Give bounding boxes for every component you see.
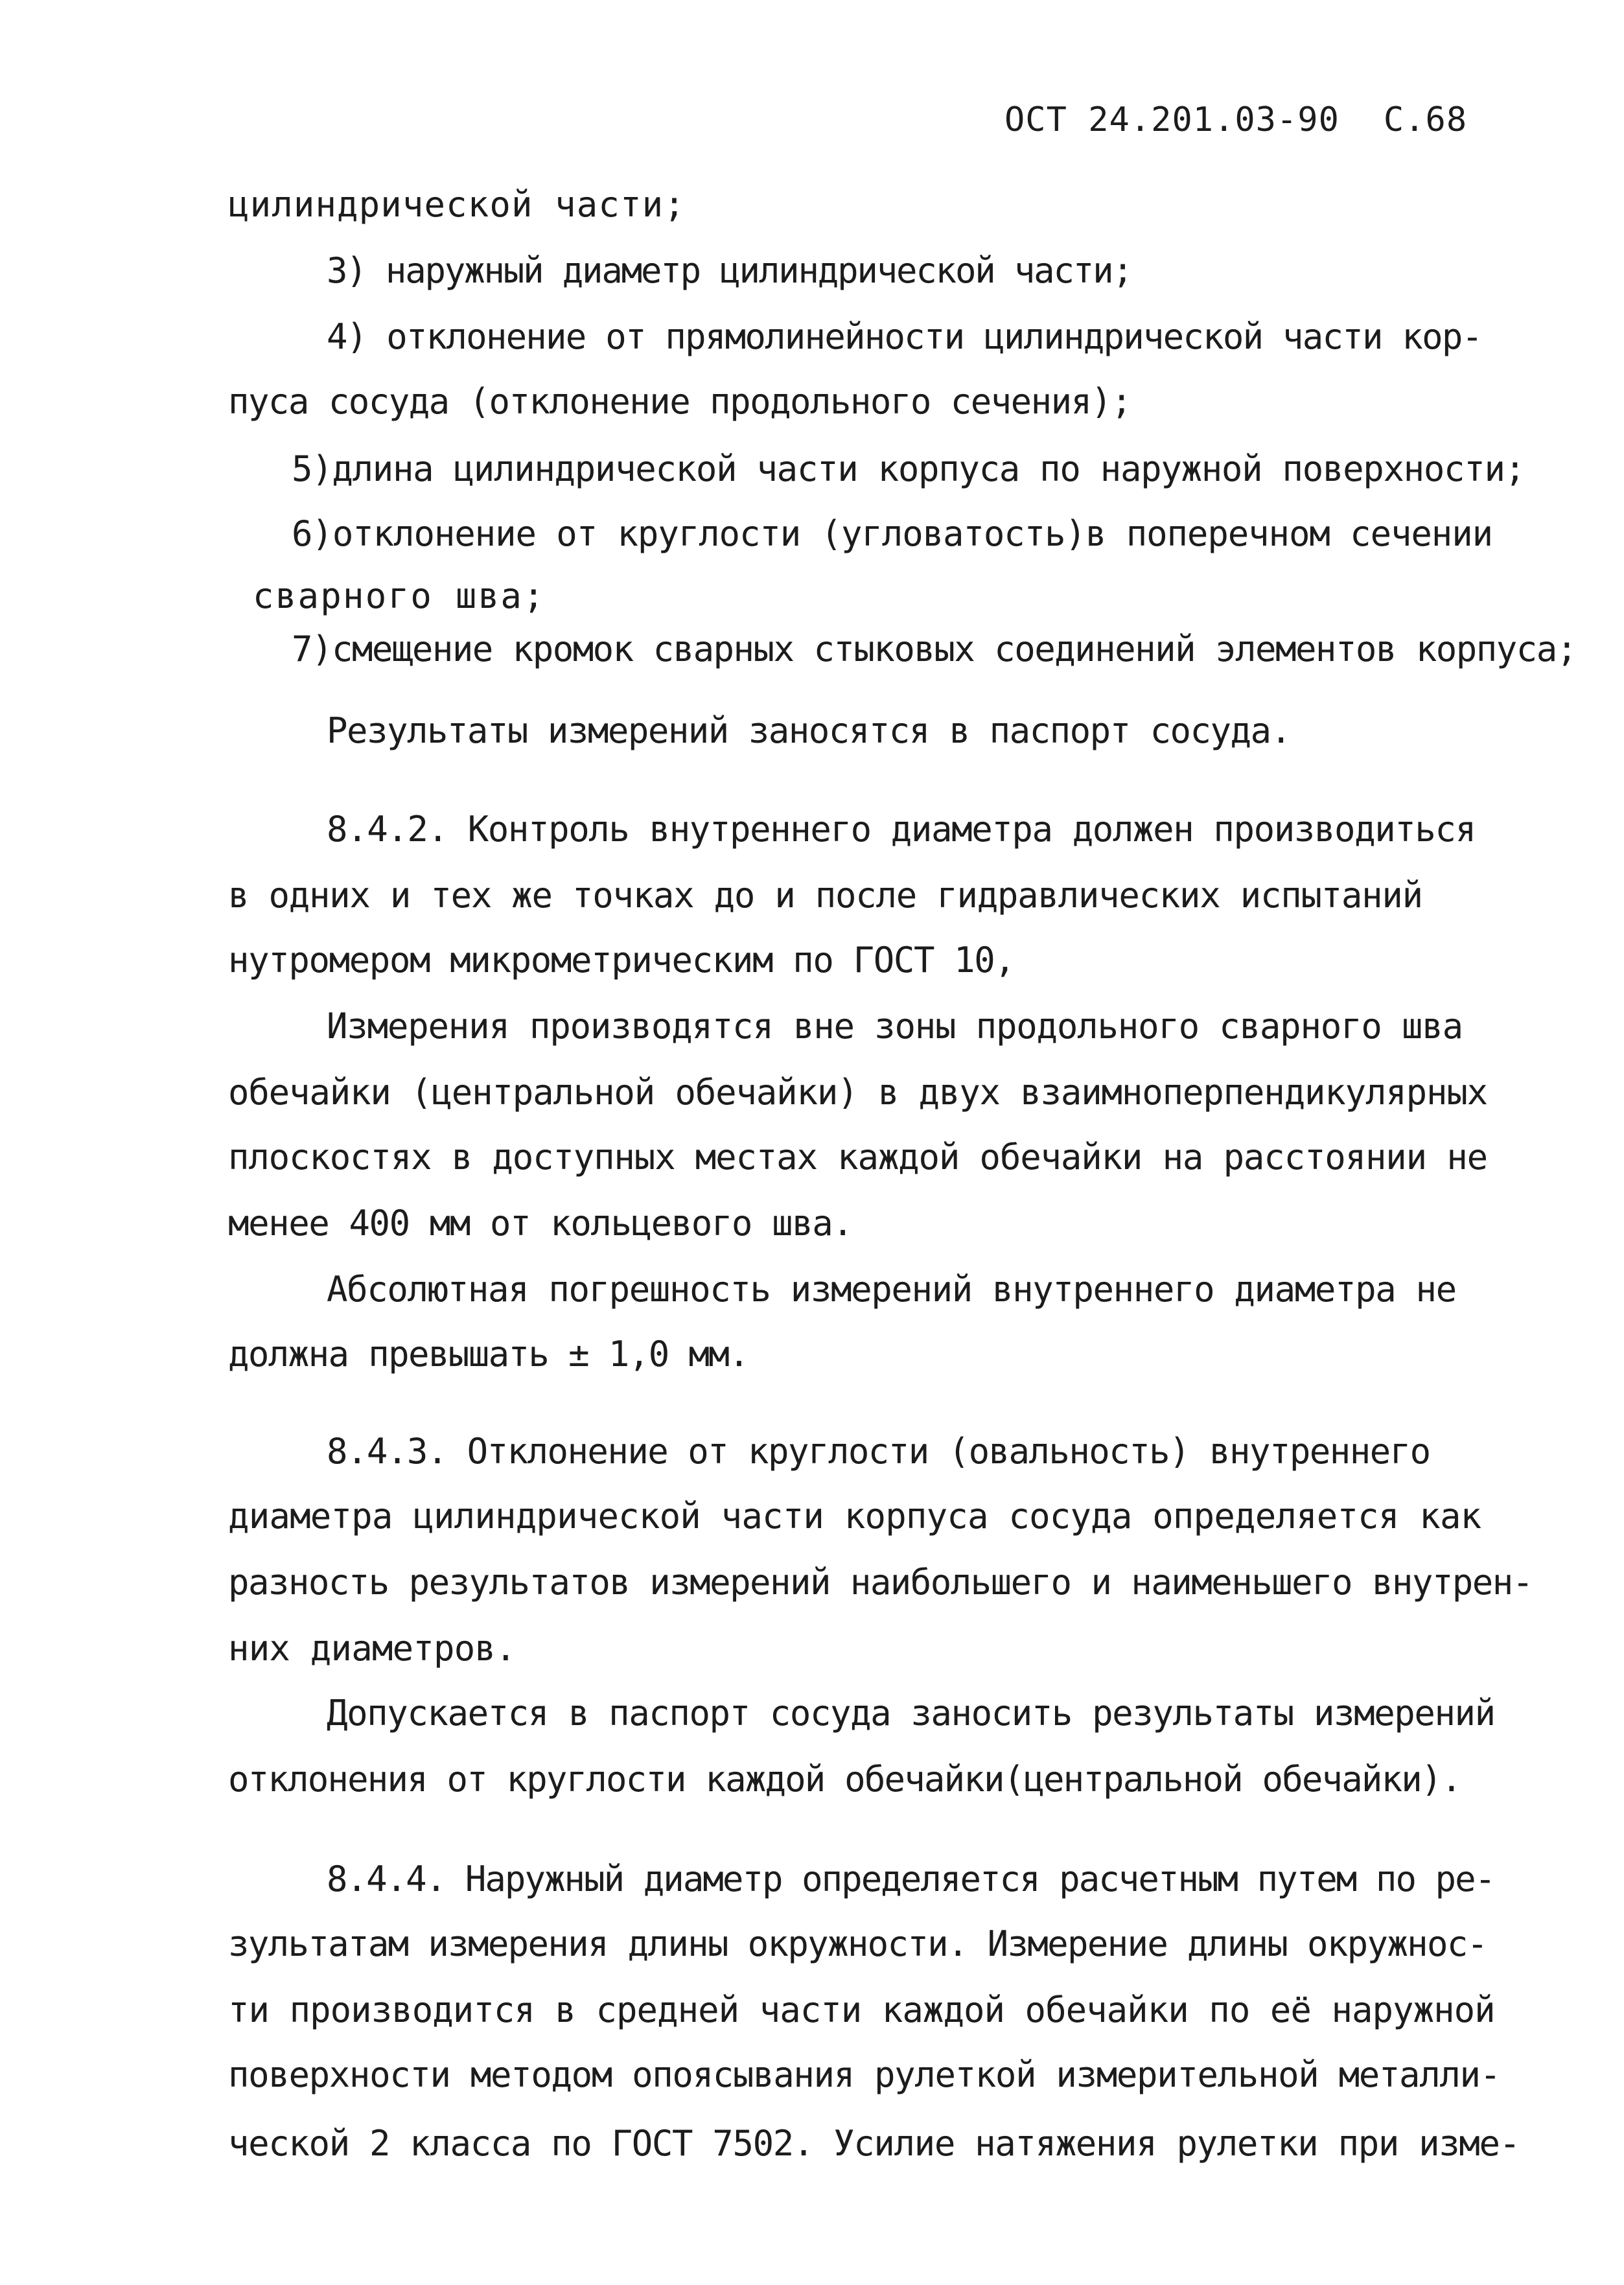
page-header (1004, 100, 1467, 139)
text-line: Абсолютная погрешность измерений внутреннего диаметра не (327, 1269, 1456, 1310)
text-line: 8.4.3. Отклонение от круглости (овальность) внутреннего (327, 1431, 1430, 1472)
text-line: 8.4.4. Наружный диаметр определяется расчетным путем по ре- (327, 1859, 1495, 1899)
text-line: сварного шва; (253, 575, 546, 616)
text-line: 5)длина цилиндрической части корпуса по наружной поверхности; (292, 448, 1525, 489)
text-line: плоскостях в доступных местах каждой обечайки на расстоянии не (228, 1137, 1487, 1177)
text-line: разность результатов измерений наибольшего и наименьшего внутрен- (228, 1562, 1533, 1603)
text-line: диаметра цилиндрической части корпуса сосуда определяется как (228, 1496, 1481, 1537)
text-line: обечайки (центральной обечайки) в двух взаимноперпендикулярных (228, 1072, 1487, 1113)
text-line: Допускается в паспорт сосуда заносить результаты измерений (327, 1693, 1495, 1734)
text-line: зультатам измерения длины окружности. Измерение длины окружнос- (228, 1923, 1487, 1964)
text-line: 7)смещение кромок сварных стыковых соединений элементов корпуса; (292, 629, 1577, 669)
text-line: менее 400 мм от кольцевого шва. (228, 1203, 853, 1244)
text-line: них диаметров. (228, 1628, 516, 1669)
text-line: должна превышать ± 1,0 мм. (228, 1334, 749, 1374)
text-line: отклонения от круглости каждой обечайки(центральной обечайки). (228, 1759, 1461, 1800)
text-line: в одних и тех же точках до и после гидравлических испытаний (228, 875, 1422, 916)
text-line: пуса сосуда (отклонение продольного сечения); (228, 381, 1131, 422)
text-line: ти производится в средней части каждой обечайки по её наружной (228, 1989, 1495, 2030)
text-line: Измерения производятся вне зоны продольного сварного шва (327, 1006, 1463, 1047)
text-line: ческой 2 класса по ГОСТ 7502. Усилие натяжения рулетки при изме- (228, 2123, 1520, 2164)
text-line: Результаты измерений заносятся в паспорт сосуда. (327, 710, 1291, 751)
text-line: поверхности методом опоясывания рулеткой измерительной металли- (228, 2054, 1500, 2095)
document-code: ОСТ 24.201.03-90 (1004, 100, 1340, 139)
text-line: цилиндрической части; (228, 184, 686, 225)
text-line: 3) наружный диаметр цилиндрической части; (327, 250, 1132, 291)
text-line: 4) отклонение от прямолинейности цилиндрической части кор- (327, 316, 1482, 357)
text-line: нутромером микрометрическим по ГОСТ 10, (228, 940, 1015, 980)
text-line: 8.4.2. Контроль внутреннего диаметра должен производиться (327, 809, 1476, 850)
text-line: 6)отклонение от круглости (угловатость)в поперечном сечении (292, 513, 1493, 554)
page-number: С.68 (1383, 100, 1468, 139)
